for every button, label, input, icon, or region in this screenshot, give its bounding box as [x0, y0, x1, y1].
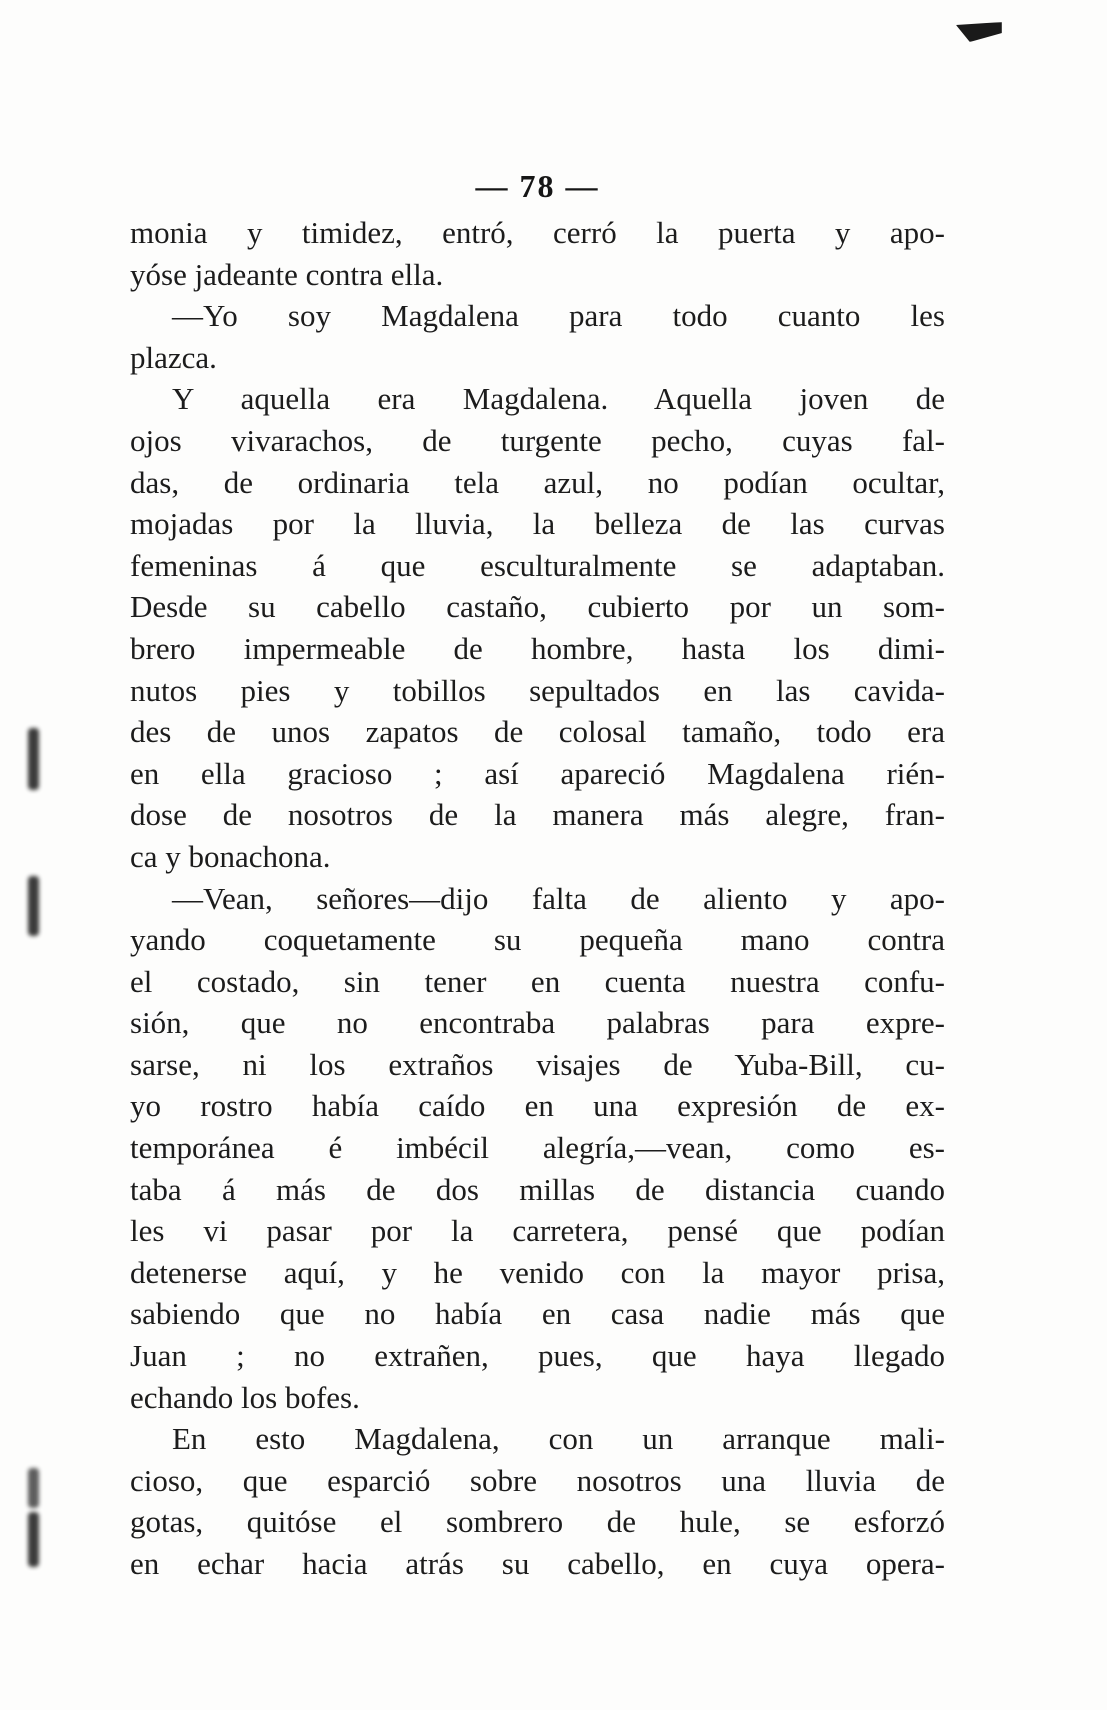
text-line: —Yo soy Magdalena para todo cuanto les: [172, 298, 945, 334]
text-line: Desde su cabello castaño, cubierto por un som-: [130, 589, 945, 625]
paragraph: [130, 295, 945, 378]
text-line: en echar hacia atrás su cabello, en cuya opera-: [130, 1546, 945, 1581]
text-line: femeninas á que esculturalmente se adaptaban.: [130, 547, 945, 583]
text-line: —Vean, señores—dijo falta de aliento y apo-: [172, 880, 945, 916]
text-line: yando coquetamente su pequeña mano contra: [130, 922, 945, 958]
text-line: echando los bofes.: [130, 1379, 360, 1415]
paragraph: [130, 212, 945, 295]
text-line: Juan ; no extrañen, pues, que haya llegado: [130, 1338, 945, 1374]
paragraph: [130, 878, 945, 1419]
paragraph: [130, 378, 945, 877]
text-line: brero impermeable de hombre, hasta los dimi-: [130, 630, 945, 666]
scan-artifact-left-smudge: [28, 1468, 39, 1508]
text-line: temporánea é imbécil alegría,—vean, como es-: [130, 1130, 945, 1166]
text-line: dose de nosotros de la manera más alegre, fran-: [130, 797, 945, 833]
text-line: monia y timidez, entró, cerró la puerta y apo-: [130, 215, 945, 250]
page-number: — 78 —: [475, 168, 600, 204]
text-line: el costado, sin tener en cuenta nuestra confu-: [130, 963, 945, 999]
text-line: taba á más de dos millas de distancia cuando: [130, 1171, 945, 1207]
text-line: Y aquella era Magdalena. Aquella joven de: [172, 381, 945, 417]
text-line: mojadas por la lluvia, la belleza de las curvas: [130, 506, 945, 542]
text-line: detenerse aquí, y he venido con la mayor prisa,: [130, 1254, 945, 1290]
text-line: das, de ordinaria tela azul, no podían ocultar,: [130, 464, 945, 500]
text-line: gotas, quitóse el sombrero de hule, se esforzó: [130, 1504, 945, 1540]
text-line: sabiendo que no había en casa nadie más que: [130, 1296, 945, 1332]
text-line: yóse jadeante contra ella.: [130, 256, 444, 292]
scan-artifact-left-smudge: [28, 876, 39, 936]
text-line: sión, que no encontraba palabras para expre-: [130, 1005, 945, 1041]
text-line: des de unos zapatos de colosal tamaño, todo era: [130, 714, 945, 750]
text-line: les vi pasar por la carretera, pensé que podían: [130, 1213, 945, 1249]
text-line: en ella gracioso ; así apareció Magdalena rién-: [130, 755, 945, 791]
scan-artifact-left-smudge: [28, 728, 39, 790]
text-line: plazca.: [130, 339, 217, 375]
paragraph: [130, 1418, 945, 1584]
text-line: yo rostro había caído en una expresión de ex-: [130, 1088, 945, 1124]
text-block: [130, 212, 945, 1585]
text-line: cioso, que esparció sobre nosotros una lluvia de: [130, 1462, 945, 1498]
text-line: ojos vivarachos, de turgente pecho, cuyas fal-: [130, 422, 945, 458]
text-line: En esto Magdalena, con un arranque mali-: [172, 1421, 945, 1457]
text-line: ca y bonachona.: [130, 838, 331, 874]
scan-artifact-corner: [956, 22, 1002, 42]
text-line: sarse, ni los extraños visajes de Yuba-Bill, cu-: [130, 1046, 945, 1082]
text-line: nutos pies y tobillos sepultados en las cavida-: [130, 672, 945, 708]
scan-artifact-left-smudge: [28, 1512, 39, 1567]
